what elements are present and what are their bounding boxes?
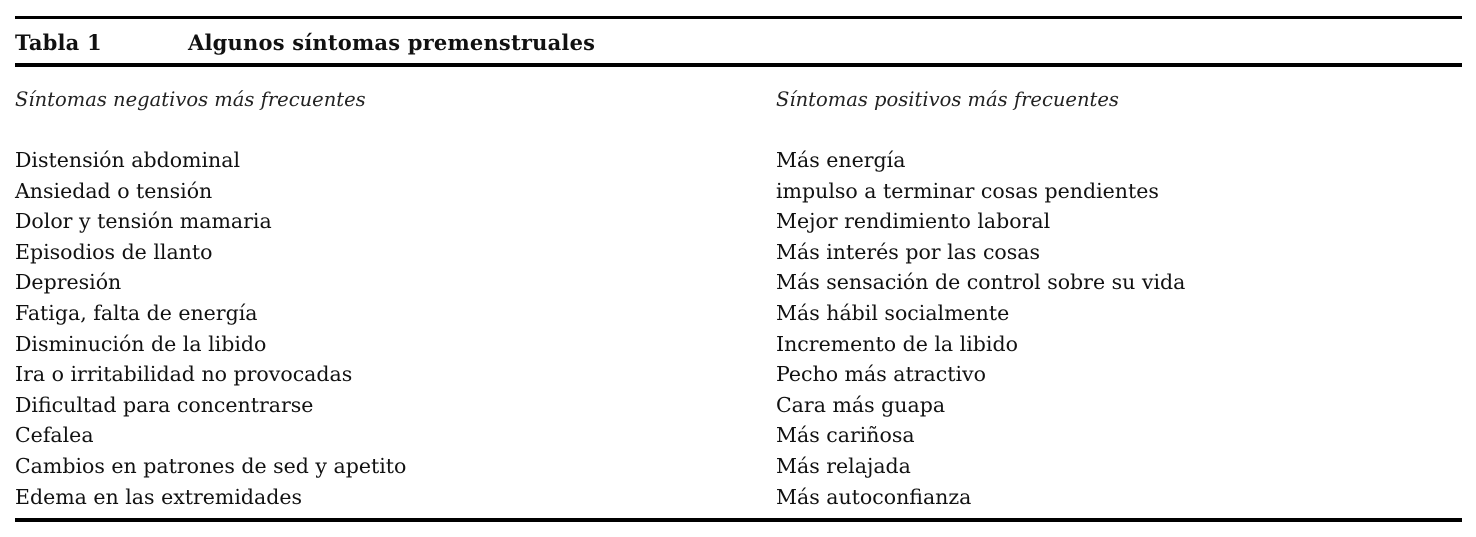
positive-symptom-item: Más sensación de control sobre su vida bbox=[776, 270, 1186, 295]
positive-symptom-item: Cara más guapa bbox=[776, 392, 946, 417]
positive-symptom-item: Más interés por las cosas bbox=[776, 239, 1041, 264]
positive-symptom-item: Más energía bbox=[776, 148, 906, 172]
table-caption bbox=[15, 19, 1462, 63]
positive-symptom-item: Incremento de la libido bbox=[776, 331, 1018, 356]
positive-symptom-item: impulso a terminar cosas pendientes bbox=[776, 178, 1159, 203]
positive-column-header: Síntomas positivos más frecuentes bbox=[776, 88, 1119, 111]
table-title: Algunos síntomas premenstruales bbox=[188, 30, 596, 55]
negative-symptom-item: Disminución de la libido bbox=[15, 331, 267, 356]
negative-symptom-item: Dolor y tensión mamaria bbox=[15, 209, 272, 234]
table-body bbox=[15, 67, 1462, 512]
positive-symptoms-column bbox=[776, 85, 1462, 512]
negative-symptom-item: Ira o irritabilidad no provocadas bbox=[15, 362, 353, 387]
negative-symptom-item: Edema en las extremidades bbox=[15, 484, 303, 509]
positive-symptom-item: Más cariñosa bbox=[776, 423, 915, 448]
symptoms-table bbox=[15, 16, 1462, 522]
bottom-rule bbox=[15, 518, 1462, 522]
positive-symptoms-list bbox=[776, 145, 1462, 512]
positive-symptom-item: Más relajada bbox=[776, 453, 911, 478]
positive-symptom-item: Más hábil socialmente bbox=[776, 300, 1010, 325]
negative-column-header: Síntomas negativos más frecuentes bbox=[15, 88, 366, 111]
positive-symptom-item: Mejor rendimiento laboral bbox=[776, 209, 1051, 234]
negative-symptoms-list bbox=[15, 145, 776, 512]
negative-symptom-item: Cefalea bbox=[15, 423, 94, 448]
negative-symptoms-column bbox=[15, 85, 776, 512]
positive-symptom-item: Más autoconfianza bbox=[776, 484, 972, 509]
negative-symptom-item: Dificultad para concentrarse bbox=[15, 392, 314, 417]
negative-symptom-item: Cambios en patrones de sed y apetito bbox=[15, 453, 407, 478]
negative-symptom-item: Fatiga, falta de energía bbox=[15, 300, 258, 325]
negative-symptom-item: Depresión bbox=[15, 270, 122, 295]
negative-symptom-item: Episodios de llanto bbox=[15, 239, 213, 264]
table-label: Tabla 1 bbox=[15, 30, 102, 55]
positive-symptom-item: Pecho más atractivo bbox=[776, 362, 986, 387]
negative-symptom-item: Distensión abdominal bbox=[15, 148, 241, 172]
negative-symptom-item: Ansiedad o tensión bbox=[15, 178, 213, 203]
